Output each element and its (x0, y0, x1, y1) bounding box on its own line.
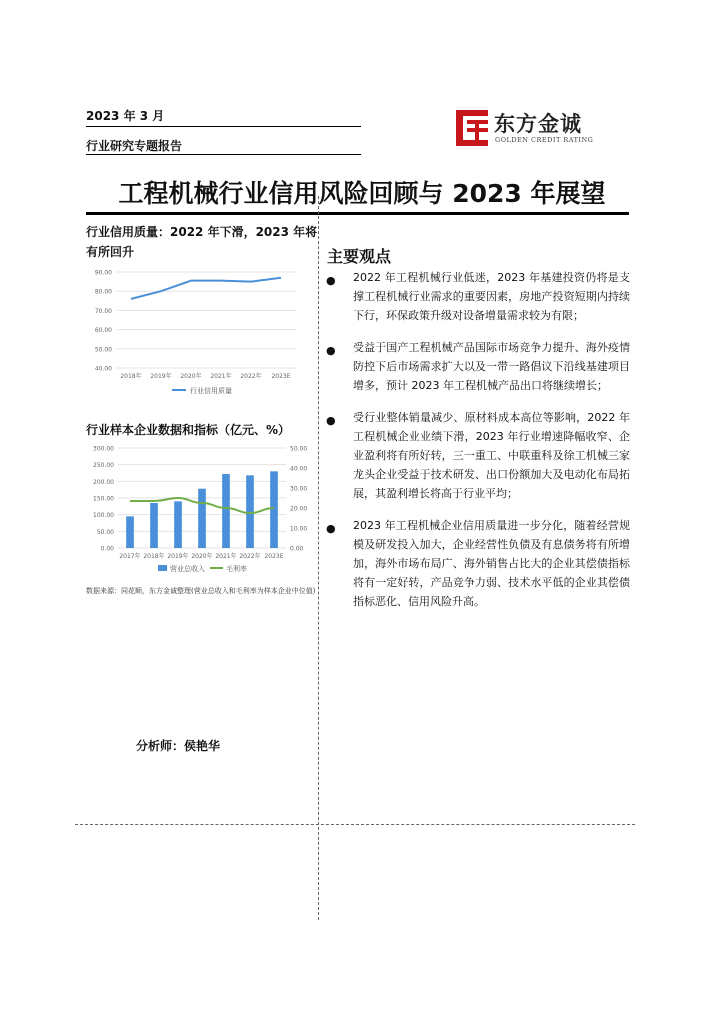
legend-label-margin: 毛利率 (226, 565, 247, 573)
key-point-item: ● 受益于国产工程机械产品国际市场竞争力提升、海外疫情防控下后市场需求扩大以及一带一路倡议下沿线基建项目增多，预计 2023 年工程机械产品出口将继续增长； (326, 341, 630, 392)
report-type: 行业研究专题报告 (86, 139, 183, 153)
revenue-bar (270, 471, 278, 548)
y-left-tick-label: 250.00 (93, 462, 114, 470)
key-point-item: ● 受行业整体销量减少、原材料成本高位等影响，2022 年工程机械企业业绩下滑，2023 年行业增速降幅收窄、企业盈利将有所好转，三一重工、中联重科及徐工机械三家龙头企业受益于技术研发、出口份额加大及电动化布局拓展，其盈利增长将高于行业平均； (326, 411, 630, 500)
section-divider (75, 824, 635, 825)
header-rule-top (86, 126, 361, 127)
quality-series-line (131, 278, 281, 299)
y-left-tick-label: 150.00 (93, 495, 114, 503)
revenue-bar (246, 475, 254, 548)
x-tick-label: 2023E (271, 373, 291, 380)
key-points-title: 主要观点 (327, 247, 392, 266)
y-left-tick-label: 0.00 (100, 545, 114, 553)
key-points-list (325, 268, 630, 624)
y-left-tick-label: 300.00 (93, 445, 114, 453)
y-tick-label: 90.00 (94, 269, 112, 277)
x-tick-label: 2022年 (240, 373, 262, 380)
x-tick-label: 2020年 (180, 373, 202, 380)
y-left-tick-label: 50.00 (96, 528, 114, 536)
bullet-icon: ● (326, 522, 336, 535)
revenue-bar (150, 503, 158, 548)
logo-name: 东方金诚 (494, 112, 582, 136)
x-tick-label: 2018年 (143, 553, 165, 560)
column-divider (318, 196, 319, 920)
x-tick-label: 2018年 (120, 373, 142, 380)
legend-label: 行业信用质量 (190, 387, 232, 395)
key-point-item: ● 2022 年工程机械行业低迷，2023 年基建投资仍将是支撑工程机械行业需求的重要因素，房地产投资短期内持续下行，环保政策升级对设备增量需求较为有限； (326, 271, 630, 322)
legend-label-revenue: 营业总收入 (170, 565, 205, 573)
page-title: 工程机械行业信用风险回顾与 2023 年展望 (118, 179, 606, 208)
y-tick-label: 80.00 (94, 288, 112, 296)
title-rule (86, 212, 629, 215)
bullet-icon: ● (326, 414, 336, 427)
x-tick-label: 2021年 (210, 373, 232, 380)
y-right-tick-label: 0.00 (290, 545, 304, 553)
metrics-heading: 行业样本企业数据和指标（亿元、%） (86, 423, 291, 437)
x-tick-label: 2022年 (239, 553, 261, 560)
y-left-tick-label: 100.00 (93, 512, 114, 520)
report-date: 2023 年 3 月 (86, 109, 165, 123)
company-logo (455, 106, 615, 150)
x-tick-label: 2019年 (150, 373, 172, 380)
x-tick-label: 2019年 (167, 553, 189, 560)
y-right-tick-label: 10.00 (290, 525, 308, 533)
y-tick-label: 40.00 (94, 365, 112, 373)
revenue-bar (222, 474, 230, 548)
source-note: 数据来源：同花顺，东方金诚整理(营业总收入和毛利率为样本企业中位值) (86, 587, 316, 595)
revenue-bar (174, 501, 182, 548)
quality-heading: 行业信用质量：2022 年下滑，2023 年将有所回升 (86, 225, 318, 259)
legend-swatch-revenue (158, 565, 167, 571)
y-right-tick-label: 40.00 (290, 465, 308, 473)
y-tick-label: 50.00 (94, 346, 112, 354)
y-tick-label: 60.00 (94, 327, 112, 335)
x-tick-label: 2023E (264, 553, 284, 560)
bullet-icon: ● (326, 344, 336, 357)
y-right-tick-label: 30.00 (290, 485, 308, 493)
metrics-combo-chart (86, 440, 318, 580)
bullet-icon: ● (326, 274, 336, 287)
y-right-tick-label: 50.00 (290, 445, 308, 453)
x-tick-label: 2017年 (119, 553, 141, 560)
header-rule-bottom (86, 154, 361, 155)
key-point-item: ● 2023 年工程机械企业信用质量进一步分化，随着经营规模及研发投入加大，企业经营性负债及有息债务将有所增加，海外市场布局广、海外销售占比大的企业其偿债指标将有一定好转，产品竞争力弱、技术水平低的企业其偿债指标恶化、信用风险升高。 (326, 519, 630, 608)
y-left-tick-label: 200.00 (93, 478, 114, 486)
analyst-name: 分析师：侯艳华 (136, 739, 221, 753)
revenue-bar (126, 516, 134, 548)
y-right-tick-label: 20.00 (290, 505, 308, 513)
x-tick-label: 2020年 (191, 553, 213, 560)
x-tick-label: 2021年 (215, 553, 237, 560)
quality-line-chart (86, 262, 306, 402)
logo-mark-icon (455, 108, 491, 148)
y-tick-label: 70.00 (94, 307, 112, 315)
logo-subtitle: GOLDEN CREDIT RATING (495, 136, 594, 144)
revenue-bar (198, 489, 206, 548)
